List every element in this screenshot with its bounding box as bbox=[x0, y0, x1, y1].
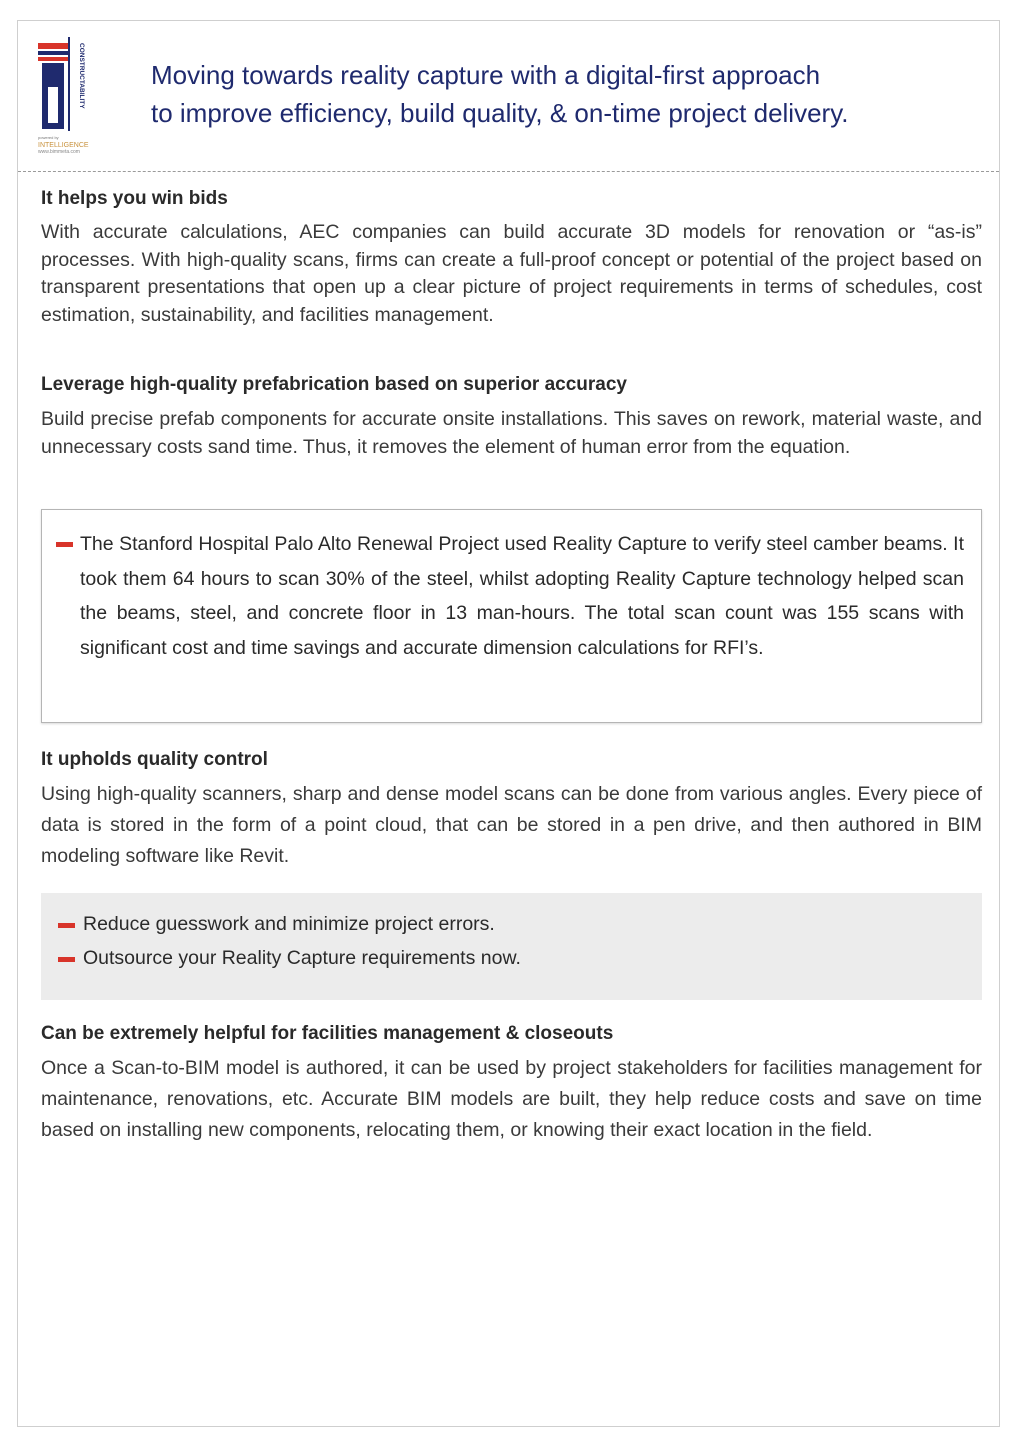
case-study-callout bbox=[41, 509, 982, 723]
page-header bbox=[18, 21, 999, 172]
logo-url: www.bimmeta.com bbox=[38, 149, 80, 155]
red-dash-bullet-icon bbox=[58, 923, 75, 928]
section-body-quality-control: Using high-quality scanners, sharp and dense model scans can be done from various angles. Every piece of data is stored in the form of a point cloud, that can be stored in a pen drive, and then authored in BIM modeling software like Revit. bbox=[41, 783, 982, 867]
page-headline: Moving towards reality capture with a digital-first approach to improve efficiency, build quality, & on-time project delivery. bbox=[151, 60, 849, 128]
section-body-facilities-management: Once a Scan-to-BIM model is authored, it can be used by project stakeholders for facilities management for maintenance, renovations, etc. Accurate BIM models are built, they help reduce costs and save on time based on installing new components, relocating them, or knowing their exact location in the field. bbox=[41, 1057, 982, 1141]
list-item: Outsource your Reality Capture requirements now. bbox=[83, 947, 521, 969]
callout-text: The Stanford Hospital Palo Alto Renewal Project used Reality Capture to verify steel camber beams. It took them 64 hours to scan 30% of the steel, whilst adopting Reality Capture technology helped scan the beams, steel, and concrete floor in 13 man-hours. The total scan count was 155 scans with significant cost and time savings and accurate dimension calculations for RFI’s. bbox=[80, 533, 964, 659]
section-heading-facilities-management: Can be extremely helpful for facilities management & closeouts bbox=[41, 1023, 614, 1044]
section-heading-win-bids: It helps you win bids bbox=[41, 188, 228, 209]
red-dash-bullet-icon bbox=[58, 957, 75, 962]
section-body-prefabrication: Build precise prefab components for accurate onsite installations. This saves on rework, material waste, and unnecessary costs sand time. Thus, it removes the element of human error from the equation. bbox=[41, 408, 982, 458]
red-dash-bullet-icon bbox=[56, 542, 73, 547]
section-heading-prefabrication: Leverage high-quality prefabrication based on superior accuracy bbox=[41, 374, 628, 395]
svg-text:CONSTRUCTABILITY: CONSTRUCTABILITY bbox=[78, 43, 85, 109]
section-heading-quality-control: It upholds quality control bbox=[41, 749, 268, 770]
section-body-win-bids: With accurate calculations, AEC companies can build accurate 3D models for renovation or “as-is” processes. With high-quality scans, firms can create a full-proof concept or potential of the project based on transparent presentations that open up a clear picture of project requirements in terms of schedules, cost estimation, sustainability, and facilities management. bbox=[41, 221, 982, 326]
logo-caption: powered by INTELLIGENCE bbox=[38, 135, 89, 149]
highlight-list bbox=[41, 893, 982, 1000]
logo-building-icon bbox=[38, 37, 118, 133]
list-item: Reduce guesswork and minimize project errors. bbox=[83, 913, 495, 935]
company-logo bbox=[38, 37, 118, 157]
